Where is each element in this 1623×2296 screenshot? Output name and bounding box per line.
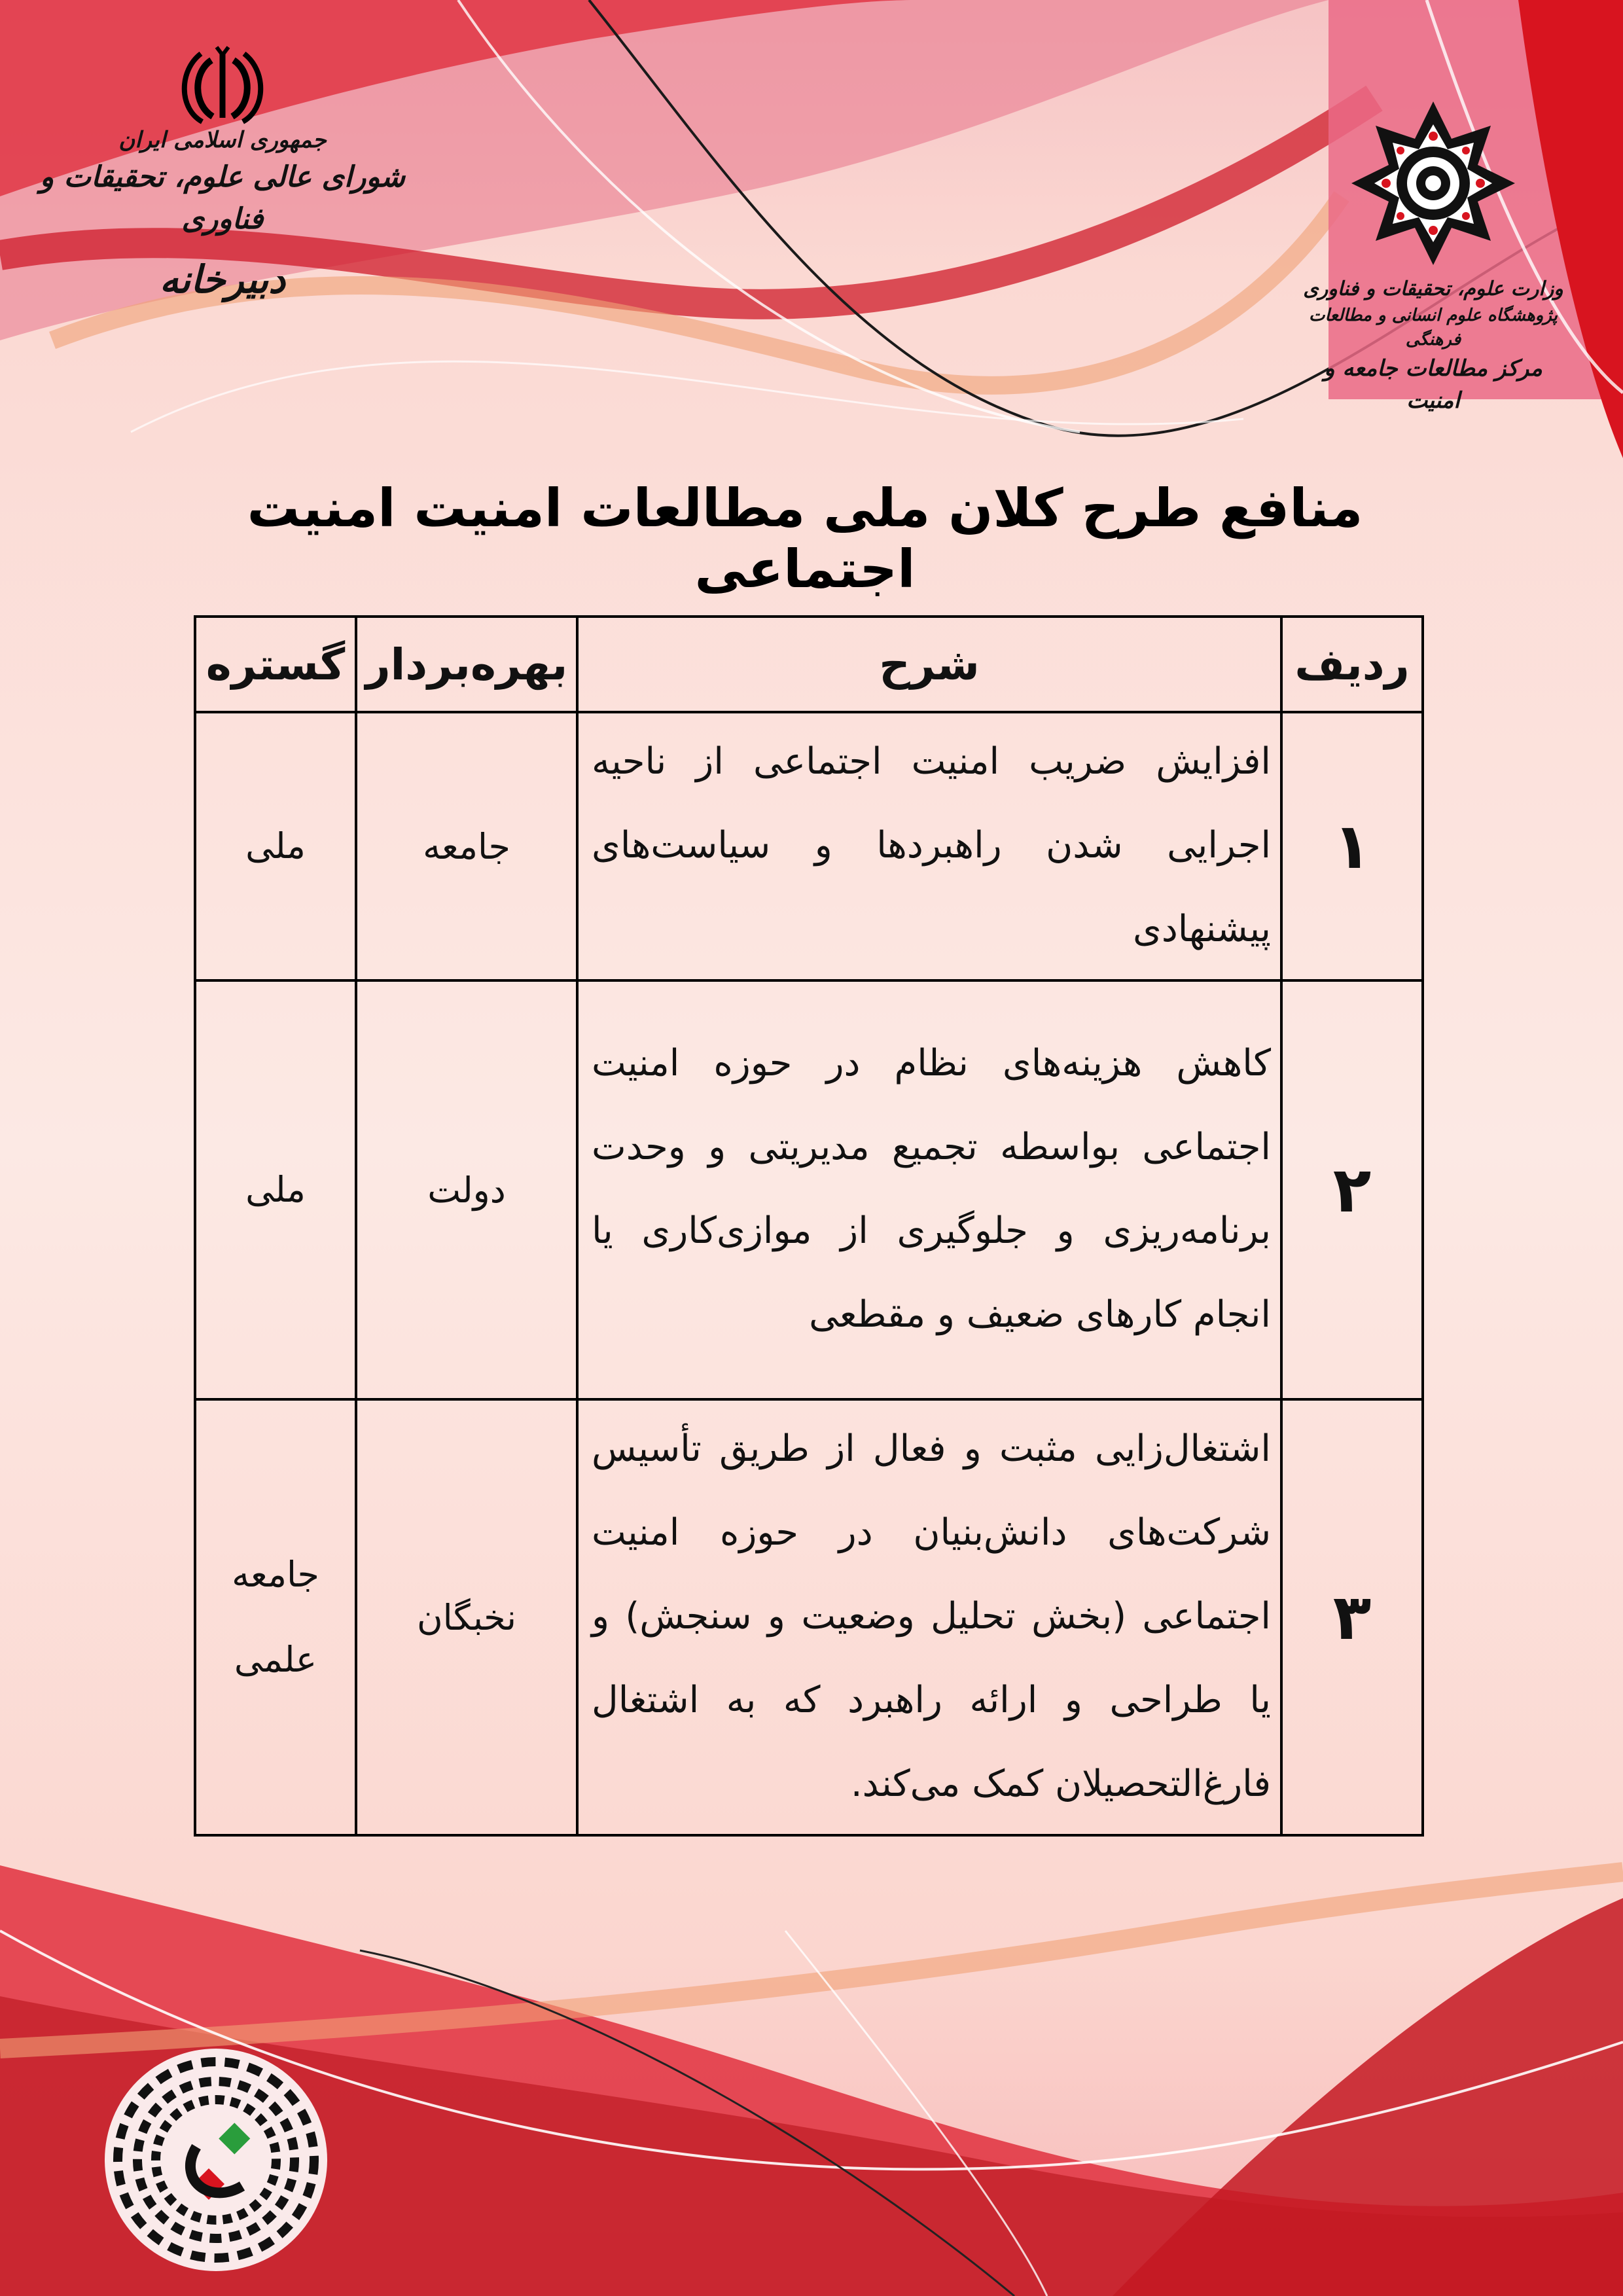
logo-text-secretariat: دبیرخانه xyxy=(159,257,286,302)
row-beneficiary: دولت xyxy=(356,980,577,1399)
table-row xyxy=(195,1399,1423,1835)
logo-text-republic: جمهوری اسلامی ایران xyxy=(118,127,327,153)
header-row-number: ردیف xyxy=(1281,617,1423,712)
council-logo xyxy=(39,46,406,307)
institute-logo xyxy=(1302,98,1564,417)
row-description: افزایش ضریب امنیت اجتماعی از ناحیه اجرایی شدن راهبردها و سیاست‌های پیشنهادی xyxy=(577,712,1281,980)
row-scope: جامعه علمی xyxy=(195,1399,356,1835)
swirl-logo-icon xyxy=(105,2049,327,2271)
header-description: شرح xyxy=(577,617,1281,712)
row-beneficiary: نخبگان xyxy=(356,1399,577,1835)
logo-text-council: شورای عالی علوم، تحقیقات و فناوری xyxy=(39,160,406,236)
table-row xyxy=(195,980,1423,1399)
row-beneficiary: جامعه xyxy=(356,712,577,980)
star-rosette-icon xyxy=(1348,98,1518,268)
row-description: اشتغال‌زایی مثبت و فعال از طریق تأسیس شرکت‌های دانش‌بنیان در حوزه امنیت اجتماعی (بخش تحلیل وضعیت و سنجش) و یا طراحی و ارائه راهبرد که به اشتغال فارغ‌التحصیلان کمک می‌کند. xyxy=(577,1399,1281,1835)
row-description: کاهش هزینه‌های نظام در حوزه امنیت اجتماعی بواسطه تجمیع مدیریتی و وحدت برنامه‌ریزی و جلوگیری از موازی‌کاری یا انجام کارهای ضعیف و مقطعی xyxy=(577,980,1281,1399)
table-header-row xyxy=(195,617,1423,712)
benefits-table xyxy=(194,615,1424,1837)
row-number: ۳ xyxy=(1281,1399,1423,1835)
logo-text-center: مرکز مطالعات جامعه و امنیت xyxy=(1324,355,1543,414)
logo-text-ministry: وزارت علوم، تحقیقات و فناوری xyxy=(1303,278,1563,300)
row-number: ۱ xyxy=(1281,712,1423,980)
table-row xyxy=(195,712,1423,980)
row-scope: ملی xyxy=(195,712,356,980)
header-beneficiary: بهره‌بردار xyxy=(356,617,577,712)
row-scope: ملی xyxy=(195,980,356,1399)
header-scope: گستره xyxy=(195,617,356,712)
logo-text-institute: پژوهشگاه علوم انسانی و مطالعات فرهنگی xyxy=(1309,305,1558,350)
page-title: منافع طرح کلان ملی مطالعات امنیت امنیت اجتماعی xyxy=(247,478,1363,600)
row-number: ۲ xyxy=(1281,980,1423,1399)
iran-emblem-icon xyxy=(173,46,272,124)
